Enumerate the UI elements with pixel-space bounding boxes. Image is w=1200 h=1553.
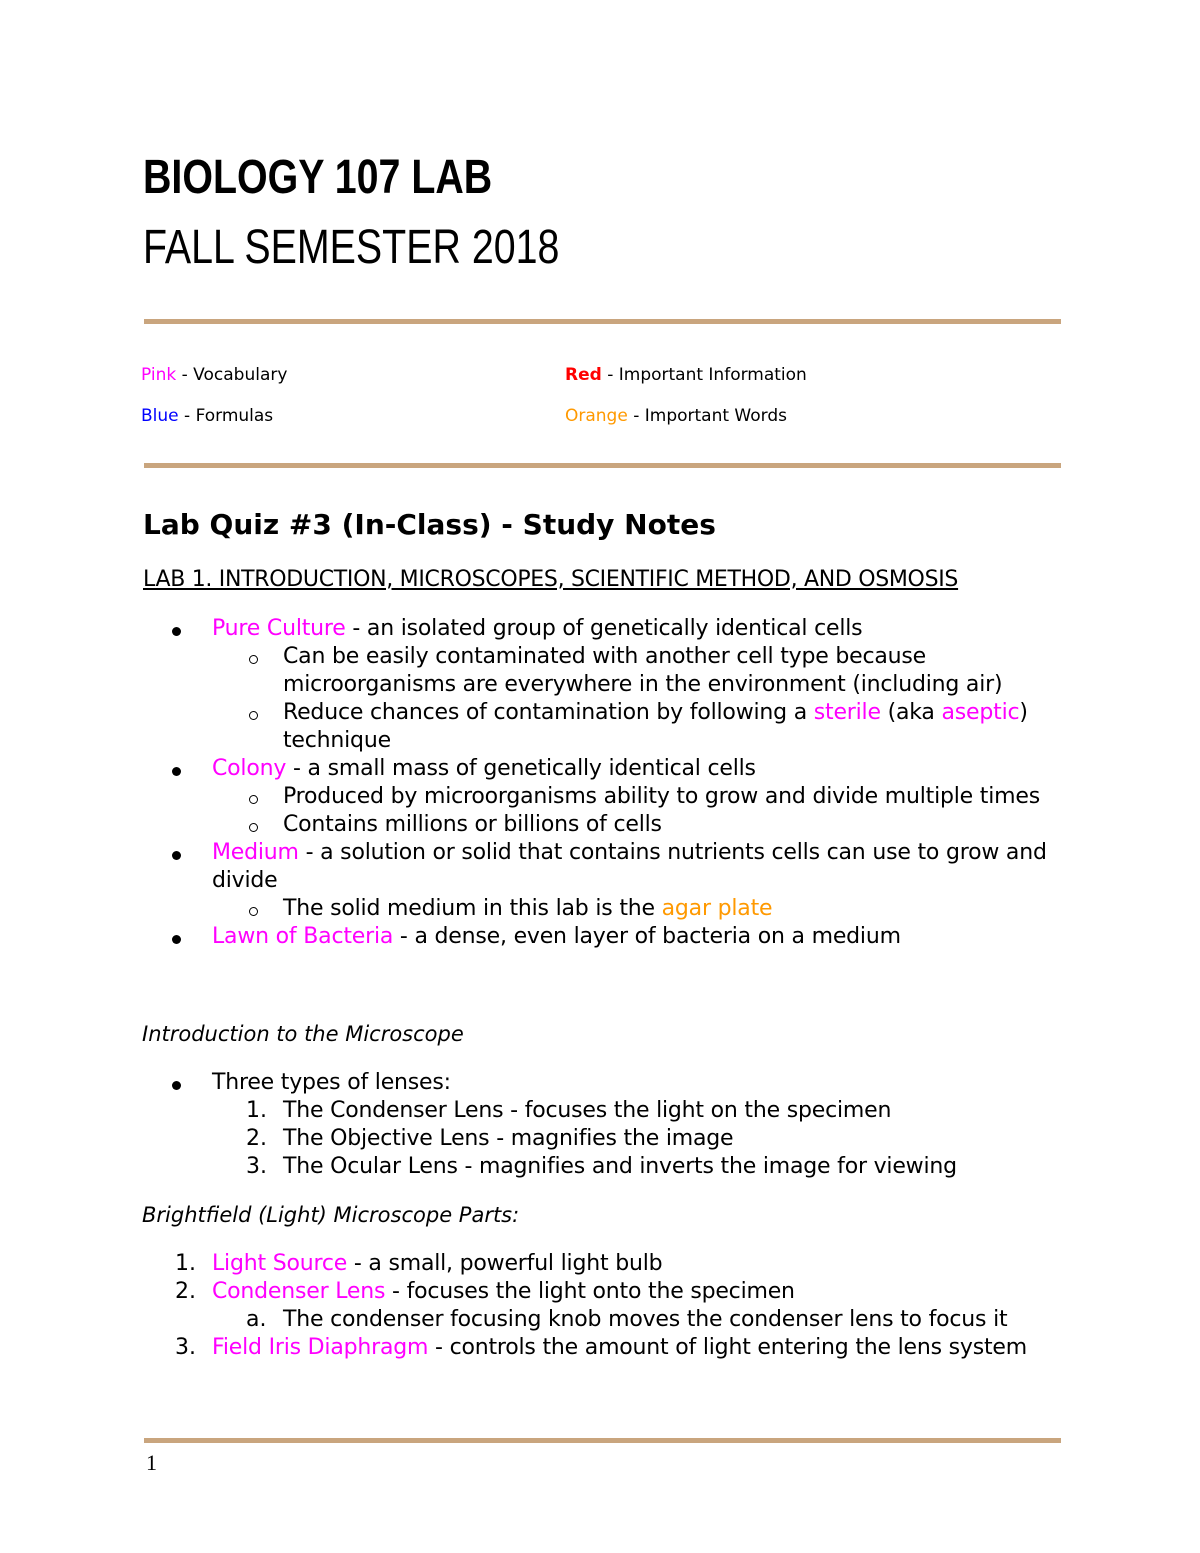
term-pure-culture: Pure Culture (212, 616, 346, 641)
text: ) (1019, 700, 1028, 725)
sub-bullet-icon (249, 823, 258, 832)
list-number: 2. (175, 1279, 196, 1304)
sub-item-continued: technique (283, 728, 391, 753)
definition: - a solution or solid that contains nutrients cells can use to grow and (298, 840, 1047, 865)
term-condenser-lens: Condenser Lens (212, 1279, 386, 1304)
legend-pink-label: Pink (141, 365, 177, 385)
legend-orange-label: Orange (565, 406, 628, 426)
term-aseptic: aseptic (941, 700, 1020, 725)
definition-continued: divide (212, 868, 278, 893)
legend-blue-label: Blue (141, 406, 179, 426)
definition: - an isolated group of genetically identical cells (345, 616, 863, 641)
legend-orange-desc: - Important Words (627, 406, 787, 426)
legend-orange (565, 406, 787, 426)
document-title: BIOLOGY 107 LAB (143, 151, 493, 204)
text: Reduce chances of contamination by following a (283, 700, 814, 725)
list-item-lawn (212, 924, 901, 949)
definition: - a small mass of genetically identical cells (286, 756, 756, 781)
legend-red-desc: - Important Information (601, 365, 807, 385)
sub-item: Contains millions or billions of cells (283, 812, 662, 837)
lens-item: The Condenser Lens - focuses the light on the specimen (283, 1098, 892, 1123)
term-field-iris-diaphragm: Field Iris Diaphragm (212, 1335, 429, 1360)
definition: - a small, powerful light bulb (347, 1251, 663, 1276)
footer-divider (144, 1438, 1061, 1443)
legend-red (565, 365, 807, 385)
term-sterile: sterile (813, 700, 881, 725)
sub-item: Produced by microorganisms ability to grow and divide multiple times (283, 784, 1040, 809)
text: The solid medium in this lab is the (283, 896, 662, 921)
brightfield-heading: Brightfield (Light) Microscope Parts: (142, 1203, 520, 1227)
sub-item: Can be easily contaminated with another cell type because (283, 644, 926, 669)
legend-blue (141, 406, 273, 426)
bullet-icon (172, 935, 181, 944)
sub-bullet-icon (249, 907, 258, 916)
list-item-colony (212, 756, 756, 781)
term-lawn-of-bacteria: Lawn of Bacteria (212, 924, 394, 949)
list-number: 3. (246, 1154, 267, 1179)
document-subtitle: FALL SEMESTER 2018 (143, 221, 560, 274)
definition: - a dense, even layer of bacteria on a medium (393, 924, 901, 949)
divider-bottom (144, 463, 1061, 468)
divider-top (144, 319, 1061, 324)
part-field-iris-diaphragm (212, 1335, 1027, 1360)
section-title: Lab Quiz #3 (In-Class) - Study Notes (143, 508, 716, 541)
sub-item (283, 700, 1028, 725)
bullet-icon (172, 627, 181, 636)
bullet-icon (172, 1081, 181, 1090)
list-item: Three types of lenses: (212, 1070, 451, 1095)
sub-bullet-icon (249, 795, 258, 804)
term-agar-plate: agar plate (661, 896, 773, 921)
list-item-pure-culture (212, 616, 862, 641)
sub-item-continued: microorganisms are everywhere in the environment (including air) (283, 672, 1003, 697)
sub-item (283, 896, 772, 921)
definition: - focuses the light onto the specimen (385, 1279, 795, 1304)
legend-pink-desc: - Vocabulary (176, 365, 288, 385)
part-condenser-lens (212, 1279, 795, 1304)
lens-item: The Objective Lens - magnifies the image (283, 1126, 734, 1151)
term-medium: Medium (212, 840, 299, 865)
microscope-intro-heading: Introduction to the Microscope (142, 1022, 464, 1046)
list-letter: a. (246, 1307, 267, 1332)
bullet-icon (172, 767, 181, 776)
page-number: 1 (146, 1450, 157, 1475)
legend-pink (141, 365, 287, 385)
list-number: 2. (246, 1126, 267, 1151)
sub-item: The condenser focusing knob moves the condenser lens to focus it (283, 1307, 1008, 1332)
lens-item: The Ocular Lens - magnifies and inverts the image for viewing (283, 1154, 957, 1179)
bullet-icon (172, 851, 181, 860)
term-light-source: Light Source (212, 1251, 348, 1276)
text: (aka (880, 700, 942, 725)
list-number: 3. (175, 1335, 196, 1360)
list-number: 1. (175, 1251, 196, 1276)
legend-red-label: Red (565, 365, 602, 385)
definition: - controls the amount of light entering the lens system (428, 1335, 1027, 1360)
term-colony: Colony (212, 756, 287, 781)
sub-bullet-icon (249, 711, 258, 720)
legend-blue-desc: - Formulas (178, 406, 274, 426)
list-number: 1. (246, 1098, 267, 1123)
part-light-source (212, 1251, 662, 1276)
sub-bullet-icon (249, 655, 258, 664)
list-item-medium (212, 840, 1047, 865)
lab1-heading: LAB 1. INTRODUCTION, MICROSCOPES, SCIENTIFIC METHOD, AND OSMOSIS (143, 567, 959, 592)
